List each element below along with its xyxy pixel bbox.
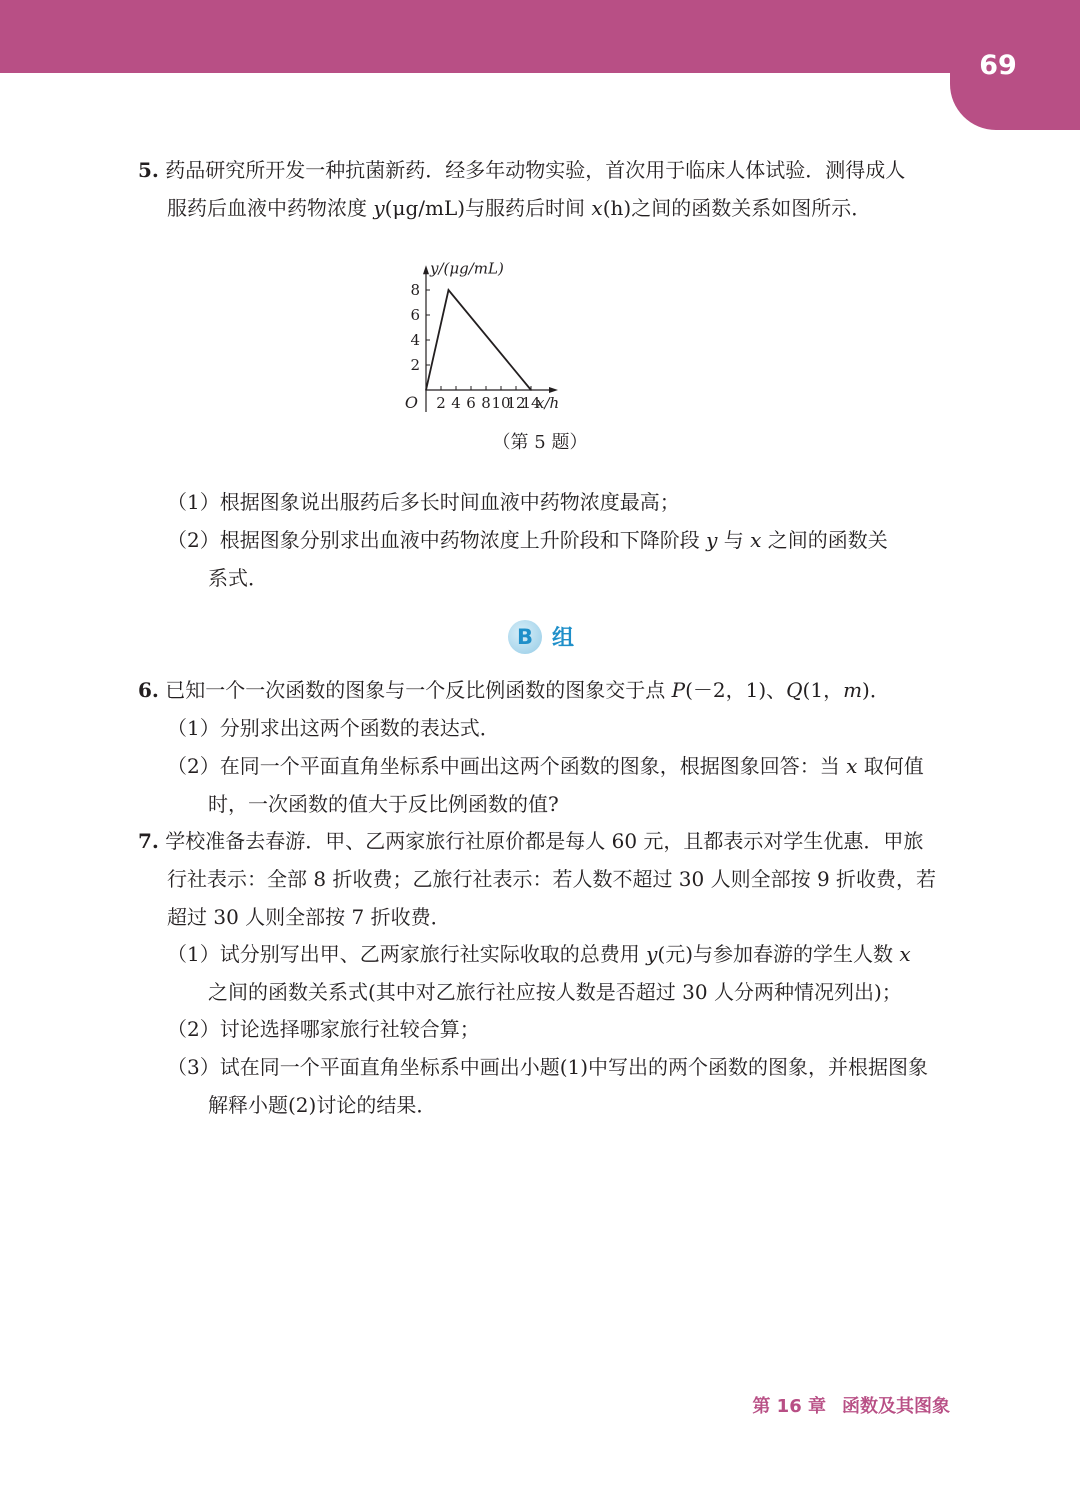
y-tick-label: 8 [410,281,420,299]
text: 与 [717,528,751,552]
problem7-line1 [138,827,923,857]
var-m: m [843,678,863,702]
problem7-q1 [167,940,911,970]
text: (－2，1)、 [685,678,787,702]
text: （1）试分别写出甲、乙两家旅行社实际收取的总费用 [167,942,647,966]
problem5-q2-cont: 系式． [208,566,268,590]
text: （2）根据图象分别求出血液中药物浓度上升阶段和下降阶段 [167,528,707,552]
problem6-q2 [167,752,924,782]
data-point [448,289,450,291]
x-axis-label: x/h [536,394,560,412]
var-y: y [646,942,658,966]
problem6-q1: （1）分别求出这两个函数的表达式． [167,716,500,740]
text: (h)之间的函数关系如图所示． [602,196,872,220]
y-tick-label: 4 [410,331,420,349]
origin-label: O [404,393,418,412]
problem7-number: 7. [138,829,159,853]
x-tick-label: 2 [436,394,446,412]
text: 服药后血液中药物浓度 [167,196,374,220]
group-b-badge: B [508,620,542,654]
problem7-q3-cont: 解释小题(2)讨论的结果． [208,1093,437,1117]
var-y: y [373,196,385,220]
y-axis-arrow [423,265,429,274]
problem5-line1 [138,156,950,186]
text: (元)与参加春游的学生人数 [657,942,900,966]
problem6-line1 [138,676,890,706]
problem5-number: 5. [138,158,159,182]
group-b-label: 组 [552,626,575,651]
var-x: x [750,528,762,552]
problem7-q1-cont: 之间的函数关系式(其中对乙旅行社应按人数是否超过 30 人分两种情况列出)； [208,980,902,1004]
problem6-number: 6. [138,678,159,702]
y-tick-label: 6 [410,306,420,324]
text: 学校准备去春游．甲、乙两家旅行社原价都是每人 60 元，且都表示对学生优惠．甲旅 [165,829,924,853]
text: 已知一个一次函数的图象与一个反比例函数的图象交于点 [165,678,672,702]
x-axis-arrow [549,387,558,393]
y-tick-label: 2 [410,356,420,374]
x-tick-label: 12 [506,394,526,412]
text: (μg/mL)与服药后时间 [384,196,592,220]
footer-title: 函数及其图象 [842,1396,950,1417]
x-tick-label: 6 [466,394,476,412]
text: （2）在同一个平面直角坐标系中画出这两个函数的图象，根据图象回答：当 [167,754,847,778]
data-point [530,389,532,391]
var-x: x [846,754,858,778]
x-tick-label: 10 [491,394,511,412]
problem5-chart [390,250,690,420]
footer [700,1392,950,1418]
problem7-q2: （2）讨论选择哪家旅行社较合算； [167,1017,480,1041]
problem5-caption: （第 5 题） [492,432,588,453]
data-point [425,389,427,391]
footer-chapter: 第 16 章 [752,1396,826,1417]
problem5-line2 [167,194,871,224]
series-line-concentration [426,290,531,390]
text: 取何值 [857,754,924,778]
problem6-q2-cont: 时，一次函数的值大于反比例函数的值? [208,792,559,816]
var-p: P [671,678,686,702]
x-tick-label: 8 [481,394,491,412]
var-x: x [591,196,603,220]
var-q: Q [786,678,803,702]
problem5-q2 [167,526,888,556]
y-axis-label: y/(μg/mL) [430,259,504,278]
var-x: x [899,942,911,966]
var-y: y [706,528,718,552]
x-tick-label: 14 [521,394,541,412]
problem5-text1: 药品研究所开发一种抗菌新药．经多年动物实验，首次用于临床人体试验．测得成人 [165,158,906,182]
text: )． [862,678,890,702]
text: 之间的函数关 [761,528,888,552]
problem7-line3: 超过 30 人则全部按 7 折收费． [167,905,451,929]
text: (1， [802,678,844,702]
x-tick-label: 4 [451,394,461,412]
page-number: 69 [979,50,1017,81]
header-band [0,0,1080,73]
problem5-q1: （1）根据图象说出服药后多长时间血液中药物浓度最高； [167,490,680,514]
problem7-q3: （3）试在同一个平面直角坐标系中画出小题(1)中写出的两个函数的图象，并根据图象 [167,1055,929,1079]
problem7-line2: 行社表示：全部 8 折收费；乙旅行社表示：若人数不超过 30 人则全部按 9 折收费，若 [167,867,937,891]
